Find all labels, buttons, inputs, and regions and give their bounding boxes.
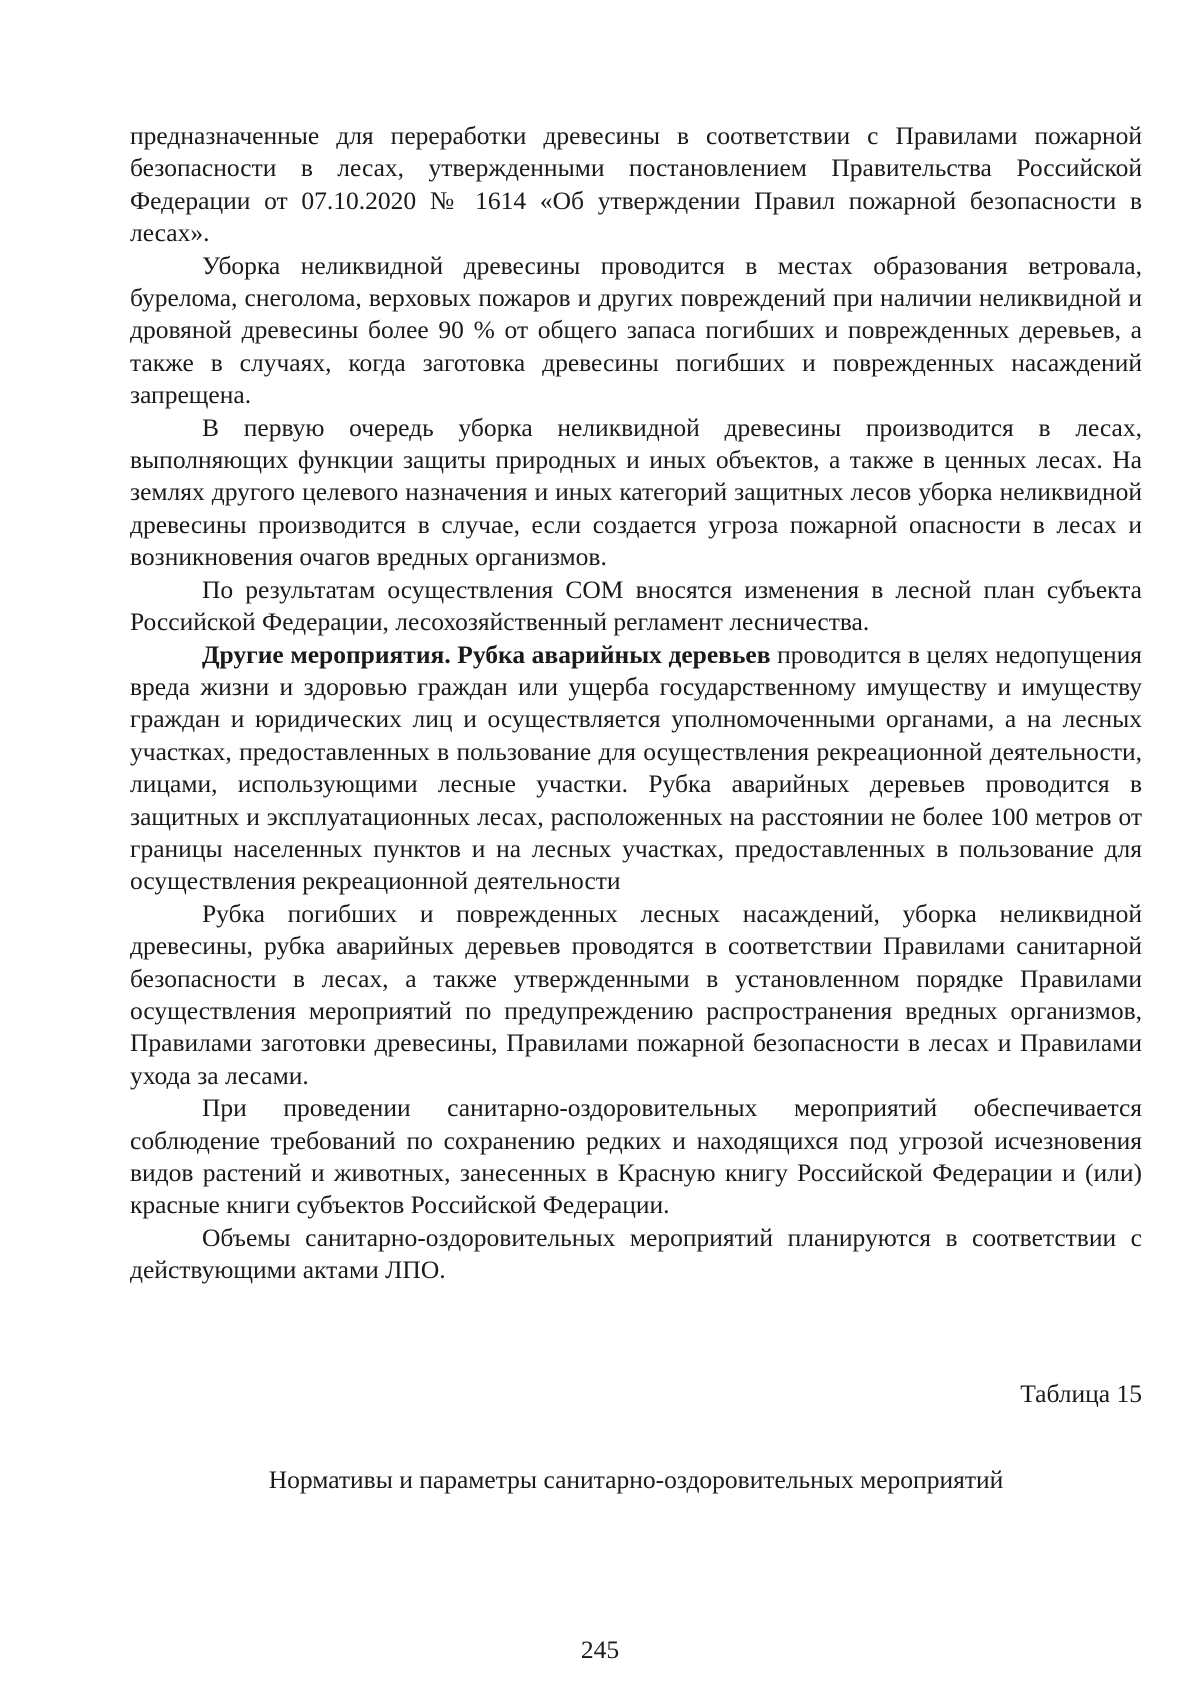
paragraph-4: По результатам осуществления СОМ вносятся изменения в лесной план субъекта Российской Федерации, лесохозяйственный регламент лесничества. — [130, 574, 1142, 637]
table-title: Нормативы и параметры санитарно-оздоровительных мероприятий — [268, 1465, 1004, 1494]
paragraph-8: Объемы санитарно-оздоровительных мероприятий планируются в соответствии с действующими актами ЛПО. — [130, 1222, 1142, 1285]
page-number: 245 — [580, 1635, 620, 1664]
paragraph-3: В первую очередь уборка неликвидной древесины производится в лесах, выполняющих функции защиты природных и иных объектов, а также в ценных лесах. На землях другого целевого назначения и иных категорий защитных лесов уборка неликвидной древесины производится в случае, если создается угроза пожарной опасности в лесах и возникновения очагов вредных организмов. — [130, 412, 1142, 572]
paragraph-5-text: проводится в целях недопущения вреда жизни и здоровью граждан или ущерба государственному имуществу и имуществу граждан и юридических лиц и осуществляется уполномоченными органами, а на лесных участках, предоставленных в пользование для осуществления рекреационной деятельности, лицами, использующими лесные участки. Рубка аварийных деревьев проводится в защитных и эксплуатационных лесах, расположенных на расстоянии не более 100 метров от границы населенных пунктов и на лесных участках, предоставленных в пользование для осуществления рекреационной деятельности — [130, 639, 1142, 896]
paragraph-5-bold-lead: Другие мероприятия. Рубка аварийных деревьев — [202, 639, 771, 669]
paragraph-6: Рубка погибших и поврежденных лесных насаждений, уборка неликвидной древесины, рубка аварийных деревьев проводятся в соответствии Правилами санитарной безопасности в лесах, а также утвержденными в установленном порядке Правилами осуществления мероприятий по предупреждению распространения вредных организмов, Правилами заготовки древесины, Правилами пожарной безопасности в лесах и Правилами ухода за лесами. — [130, 898, 1142, 1090]
page-body — [130, 120, 1142, 1287]
paragraph-2: Уборка неликвидной древесины проводится в местах образования ветровала, бурелома, снеголома, верховых пожаров и других повреждений при наличии неликвидной и дровяной древесины более 90 % от общего запаса погибших и поврежденных деревьев, а также в случаях, когда заготовка древесины погибших и поврежденных насаждений запрещена. — [130, 250, 1142, 410]
table-caption: Таблица 15 — [1020, 1379, 1142, 1408]
paragraph-7: При проведении санитарно-оздоровительных мероприятий обеспечивается соблюдение требований по сохранению редких и находящихся под угрозой исчезновения видов растений и животных, занесенных в Красную книгу Российской Федерации и (или) красные книги субъектов Российской Федерации. — [130, 1093, 1142, 1220]
paragraph-1: предназначенные для переработки древесины в соответствии с Правилами пожарной безопасности в лесах, утвержденными постановлением Правительства Российской Федерации от 07.10.2020 № 1614 «Об утверждении Правил пожарной безопасности в лесах». — [130, 121, 1142, 248]
paragraph-5 — [130, 639, 1142, 898]
